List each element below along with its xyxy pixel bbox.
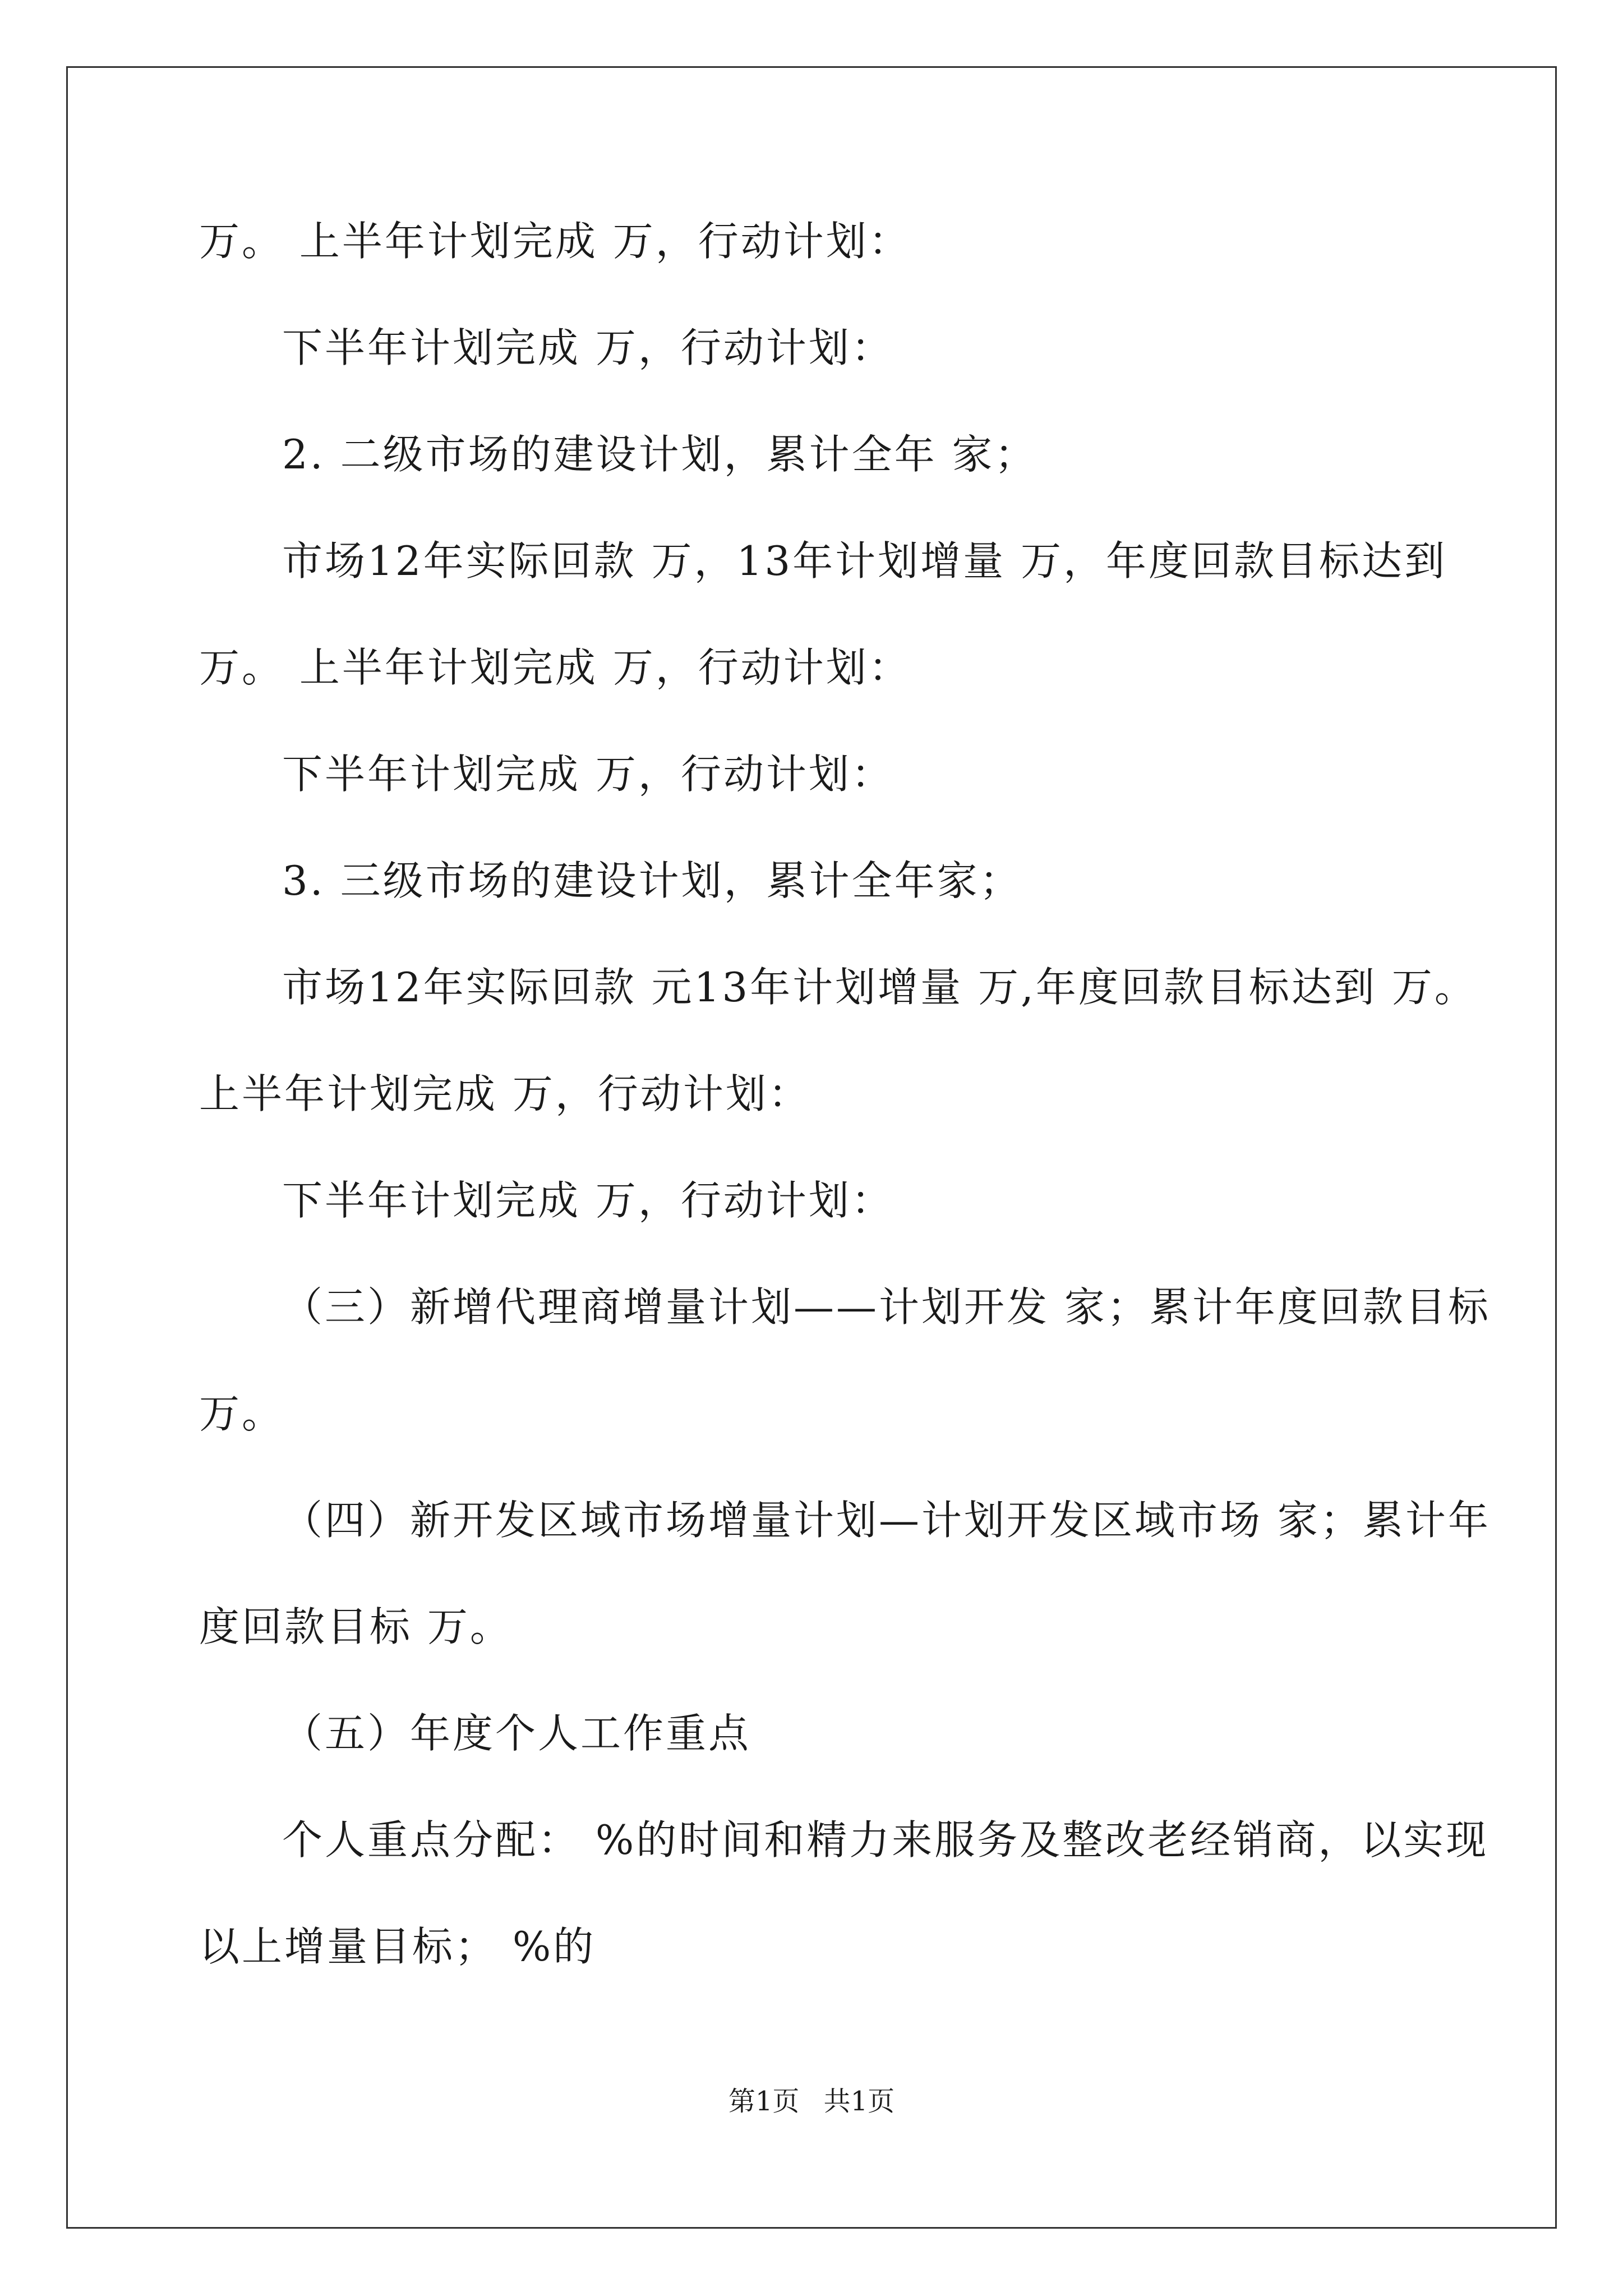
text-line: 以上增量目标； %的	[199, 1923, 596, 1970]
page-border	[66, 66, 1557, 2229]
text-line: 市场12年实际回款 元13年计划增量 万,年度回款目标达到 万。	[282, 964, 1477, 1011]
text-line: （三）新增代理商增量计划——计划开发 家；累计年度回款目标	[282, 1283, 1491, 1331]
text-line: 万。	[199, 1390, 285, 1437]
text-line: 万。 上半年计划完成 万，行动计划：	[199, 218, 911, 265]
page-number-current: 第1页	[728, 2086, 800, 2117]
page-footer	[0, 2085, 1623, 2118]
text-line: 2. 二级市场的建设计划，累计全年 家；	[282, 431, 1038, 478]
text-line: （五）年度个人工作重点	[282, 1710, 751, 1757]
text-line: 度回款目标 万。	[199, 1603, 513, 1650]
text-line: 下半年计划完成 万，行动计划：	[282, 751, 894, 798]
text-line: （四）新开发区域市场增量计划—计划开发区域市场 家；累计年	[282, 1497, 1491, 1544]
text-line: 上半年计划完成 万，行动计划：	[199, 1070, 811, 1117]
text-line: 个人重点分配： %的时间和精力来服务及整改老经销商，以实现	[282, 1816, 1489, 1864]
text-line: 下半年计划完成 万，行动计划：	[282, 1177, 894, 1224]
text-line: 市场12年实际回款 万，13年计划增量 万，年度回款目标达到	[282, 537, 1447, 585]
page-number-total: 共1页	[823, 2086, 895, 2117]
text-line: 3. 三级市场的建设计划，累计全年家；	[282, 857, 1022, 904]
text-line: 下半年计划完成 万，行动计划：	[282, 324, 894, 371]
text-line: 万。 上半年计划完成 万，行动计划：	[199, 644, 911, 691]
